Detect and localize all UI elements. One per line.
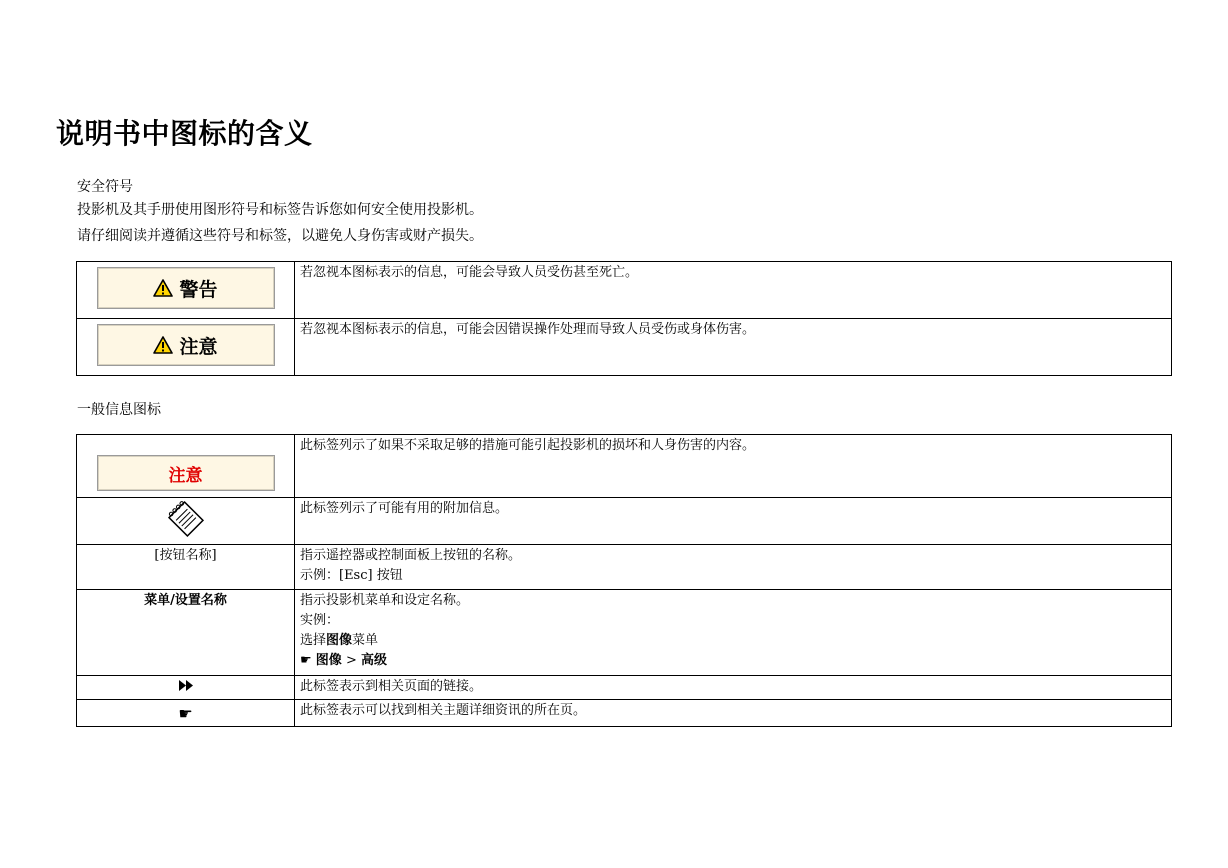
reference-description: 此标签表示可以找到相关主题详细资讯的所在页。	[295, 700, 1172, 727]
icon-cell	[77, 590, 295, 676]
caution-label-box	[97, 324, 275, 366]
notepad-icon	[164, 500, 208, 538]
caution-description: 若忽视本图标表示的信息，可能会因错误操作处理而导致人员受伤或身体伤害。	[295, 319, 1172, 376]
button-name-example: 示例：[Esc] 按钮	[300, 568, 403, 583]
warning-triangle-icon	[153, 336, 173, 354]
table-row	[77, 498, 1172, 545]
icon-cell	[77, 498, 295, 545]
button-name-label: [按钮名称]	[154, 548, 217, 563]
button-name-text: 指示遥控器或控制面板上按钮的名称。	[300, 548, 522, 563]
warning-triangle-icon	[153, 279, 173, 297]
pointing-hand-icon: ☛	[178, 704, 193, 723]
table-row	[77, 319, 1172, 376]
menu-path-part-2: 高级	[360, 653, 387, 668]
link-description: 此标签表示到相关页面的链接。	[295, 676, 1172, 700]
table-row	[77, 676, 1172, 700]
intro-line-1: 投影机及其手册使用图形符号和标签告诉您如何安全使用投影机。	[77, 202, 483, 218]
menu-path-part-1: 图像	[315, 653, 342, 668]
icon-cell	[77, 262, 295, 319]
intro-line-2: 请仔细阅读并遵循这些符号和标签，以避免人身伤害或财产损失。	[77, 228, 483, 244]
caution-notice-box	[97, 455, 275, 491]
table-row	[77, 262, 1172, 319]
button-name-description	[295, 545, 1172, 590]
warning-description: 若忽视本图标表示的信息，可能会导致人员受伤甚至死亡。	[295, 262, 1172, 319]
menu-name-label: 菜单/设置名称	[144, 593, 227, 608]
safety-symbols-table	[76, 261, 1172, 376]
table-row	[77, 435, 1172, 498]
warning-label-box	[97, 267, 275, 309]
safety-symbols-heading: 安全符号	[77, 179, 133, 195]
table-row	[77, 545, 1172, 590]
note-description: 此标签列示了可能有用的附加信息。	[295, 498, 1172, 545]
page-title: 说明书中图标的含义	[56, 117, 313, 150]
caution-notice-description: 此标签列示了如果不采取足够的措施可能引起投影机的损坏和人身伤害的内容。	[295, 435, 1172, 498]
icon-cell	[77, 700, 295, 727]
select-menu-bold: 图像	[326, 633, 353, 648]
icon-cell	[77, 545, 295, 590]
warning-label: 警告	[179, 278, 218, 301]
pointing-hand-icon: ☛	[300, 653, 312, 668]
table-row	[77, 590, 1172, 676]
general-icons-table	[76, 434, 1172, 727]
menu-example-label: 实例：	[300, 613, 340, 628]
menu-name-text: 指示投影机菜单和设定名称。	[300, 593, 470, 608]
double-arrow-icon	[179, 680, 193, 691]
icon-cell	[77, 319, 295, 376]
icon-cell	[77, 676, 295, 700]
menu-path-line	[300, 651, 1166, 671]
menu-name-description	[295, 590, 1172, 676]
menu-path-separator: >	[341, 653, 361, 668]
general-icons-heading: 一般信息图标	[77, 402, 161, 418]
select-suffix: 菜单	[352, 633, 379, 648]
icon-cell	[77, 435, 295, 498]
intro-text	[77, 197, 483, 249]
caution-label: 注意	[179, 335, 218, 358]
select-prefix: 选择	[300, 633, 327, 648]
menu-select-line	[300, 631, 1166, 651]
table-row	[77, 700, 1172, 727]
caution-notice-label: 注意	[168, 465, 203, 486]
